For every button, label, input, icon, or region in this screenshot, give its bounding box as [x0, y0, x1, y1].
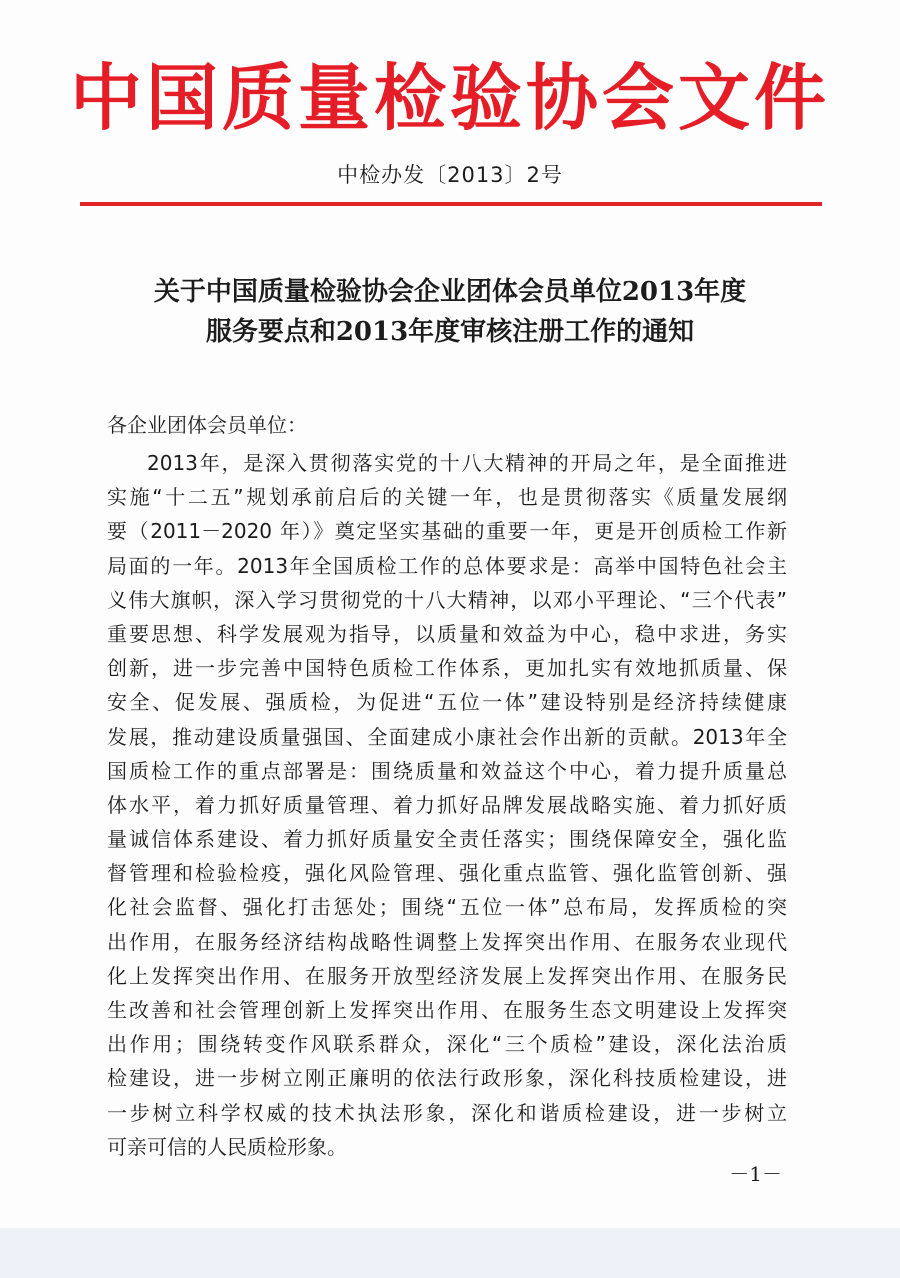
body-line: 可亲可信的人民质检形象。	[107, 1134, 347, 1159]
body-line: 2013年，是深入贯彻落实党的十八大精神的开局之年，是全面推进	[147, 451, 787, 475]
body-line: 局面的一年。2013年全国质检工作的总体要求是：高举中国特色社会主	[107, 553, 787, 578]
body-line: 量诚信体系建设、着力抓好质量安全责任落实；围绕保障安全，强化监	[107, 827, 787, 852]
body-line: 义伟大旗帜，深入学习贯彻党的十八大精神，以邓小平理论、“三个代表”	[107, 587, 787, 612]
bottom-band	[0, 1228, 900, 1278]
masthead-title: 中国质量检验协会文件	[69, 56, 830, 140]
body-line: 生改善和社会管理创新上发挥突出作用、在服务生态文明建设上发挥突	[107, 998, 787, 1022]
page-number: －1－	[729, 1162, 782, 1186]
body-line: 化上发挥突出作用、在服务开放型经济发展上发挥突出作用、在服务民	[107, 963, 787, 988]
body-line: 要（2011－2020 年）》奠定坚实基础的重要一年，更是开创质检工作新	[107, 519, 787, 544]
body-line: 出作用，在服务经济结构战略性调整上发挥突出作用、在服务农业现代	[107, 929, 787, 954]
body-line: 检建设，进一步树立刚正廉明的依法行政形象，深化科技质检建设，进	[107, 1066, 787, 1091]
notice-title-line-2: 服务要点和2013年度审核注册工作的通知	[205, 317, 695, 347]
body-line: 出作用；围绕转变作风联系群众，深化“三个质检”建设，深化法治质	[107, 1032, 787, 1057]
red-divider-line	[80, 202, 822, 206]
body-line: 实施“十二五”规划承前启后的关键一年，也是贯彻落实《质量发展纲	[107, 485, 787, 510]
body-line: 创新，进一步完善中国特色质检工作体系，更加扎实有效地抓质量、保	[107, 656, 787, 681]
body-line: 国质检工作的重点部署是：围绕质量和效益这个中心，着力提升质量总	[107, 758, 787, 783]
body-line: 重要思想、科学发展观为指导，以质量和效益为中心，稳中求进，务实	[107, 621, 787, 646]
body-line: 体水平，着力抓好质量管理、着力抓好品牌发展战略实施、着力抓好质	[107, 792, 787, 817]
notice-title-line-1: 关于中国质量检验协会企业团体会员单位2013年度	[153, 277, 747, 307]
body-line: 发展，推动建设质量强国、全面建成小康社会作出新的贡献。2013年全	[107, 724, 787, 749]
body-line: 督管理和检验检疫，强化风险管理、强化重点监管、强化监管创新、强	[107, 861, 787, 886]
body-line: 一步树立科学权威的技术执法形象，深化和谐质检建设，进一步树立	[107, 1100, 787, 1125]
salutation: 各企业团体会员单位：	[107, 413, 307, 437]
body-text	[107, 446, 787, 1164]
body-line: 化社会监督、强化打击惩处；围绕“五位一体”总布局，发挥质检的突	[107, 895, 787, 920]
body-line: 安全、促发展、强质检，为促进“五位一体”建设特别是经济持续健康	[107, 690, 787, 715]
document-number: 中检办发〔2013〕2号	[337, 163, 563, 187]
